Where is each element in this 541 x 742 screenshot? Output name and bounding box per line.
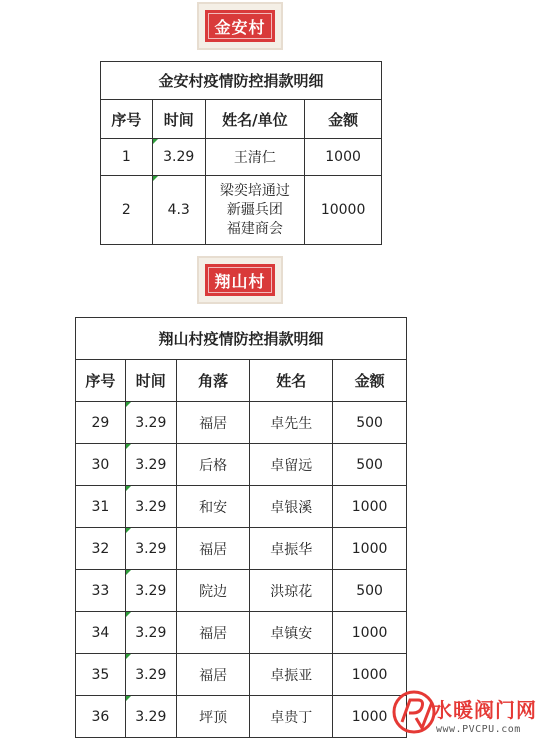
cell-name-line: 福建商会 [226,220,283,237]
table-row [76,570,407,612]
table-row [76,444,407,486]
table-row [76,402,407,444]
cell-date: 3.29 [125,402,176,444]
cell-amount: 1000 [333,486,407,528]
cell-no: 1 [101,139,153,176]
cell-amount: 1000 [333,654,407,696]
cell-no: 30 [76,444,126,486]
header-name: 姓名/单位 [205,100,305,139]
cell-amount: 500 [333,444,407,486]
cell-name: 洪琼花 [250,570,333,612]
table-row [76,654,407,696]
cell-area: 福居 [176,612,250,654]
cell-area: 坪顶 [176,696,250,738]
table-row [76,612,407,654]
table-row [76,696,407,738]
header-no: 序号 [101,100,153,139]
cell-date: 3.29 [152,139,205,176]
cell-date: 3.29 [125,528,176,570]
cell-name: 卓振亚 [250,654,333,696]
cell-amount: 1000 [305,139,382,176]
cell-amount: 1000 [333,528,407,570]
cell-date: 4.3 [152,176,205,245]
cell-area: 和安 [176,486,250,528]
header-amount: 金额 [305,100,382,139]
watermark-url: www.PVCPU.com [436,724,521,735]
section2-badge: 翔山村 [205,264,275,296]
table-title: 金安村疫情防控捐款明细 [101,62,382,100]
cell-amount: 500 [333,402,407,444]
cell-amount: 1000 [333,612,407,654]
cell-name: 卓留远 [250,444,333,486]
donation-table-jinan [100,61,382,245]
table-row [76,528,407,570]
cell-no: 31 [76,486,126,528]
cell-name: 卓振华 [250,528,333,570]
cell-no: 36 [76,696,126,738]
cell-no: 35 [76,654,126,696]
section1-badge-frame [197,2,283,50]
header-amount: 金额 [333,360,407,402]
cell-date: 3.29 [125,486,176,528]
cell-date: 3.29 [125,444,176,486]
cell-date: 3.29 [125,612,176,654]
cell-amount: 1000 [333,696,407,738]
cell-area: 院边 [176,570,250,612]
header-date: 时间 [152,100,205,139]
header-no: 序号 [76,360,126,402]
cell-amount: 10000 [305,176,382,245]
cell-no: 2 [101,176,153,245]
header-area: 角落 [176,360,250,402]
cell-no: 29 [76,402,126,444]
cell-date: 3.29 [125,696,176,738]
cell-amount: 500 [333,570,407,612]
table-row [76,486,407,528]
cell-no: 32 [76,528,126,570]
cell-date: 3.29 [125,654,176,696]
cell-name-line: 新疆兵团 [226,201,283,218]
donation-table-xiangshan [75,317,407,738]
cell-name: 卓先生 [250,402,333,444]
section2-badge-frame [197,256,283,304]
header-name: 姓名 [250,360,333,402]
section1-badge: 金安村 [205,10,275,42]
cell-name [205,176,305,245]
table-row [101,176,382,245]
header-date: 时间 [125,360,176,402]
table-row [101,139,382,176]
cell-area: 福居 [176,528,250,570]
cell-area: 福居 [176,402,250,444]
cell-name: 卓镇安 [250,612,333,654]
cell-date: 3.29 [125,570,176,612]
cell-name-line: 梁奕培通过 [219,182,290,199]
table-title: 翔山村疫情防控捐款明细 [76,318,407,360]
cell-area: 后格 [176,444,250,486]
cell-no: 33 [76,570,126,612]
watermark-text: 水暖阀门网 [432,698,537,722]
cell-name: 卓银溪 [250,486,333,528]
cell-name: 卓贵丁 [250,696,333,738]
cell-area: 福居 [176,654,250,696]
cell-no: 34 [76,612,126,654]
watermark [392,688,541,742]
cell-name: 王清仁 [205,139,305,176]
